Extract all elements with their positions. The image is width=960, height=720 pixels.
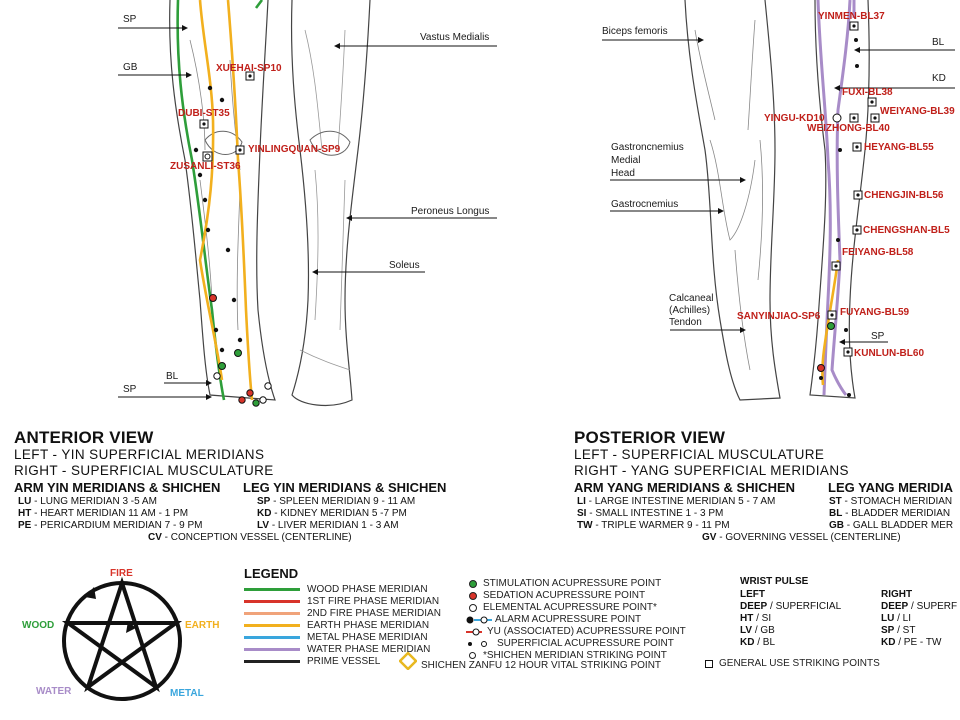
sp-bottom-label: SP — [123, 384, 137, 395]
wrist-right-row: KD / PE - TW — [881, 637, 942, 648]
bl-label: BL — [166, 371, 179, 382]
legend-line-label: 1ST FIRE PHASE MERIDIAN — [307, 596, 440, 607]
legend-line-swatch — [244, 648, 300, 651]
legend-line-swatch — [244, 624, 300, 627]
wrist-left-row: KD / BL — [740, 637, 776, 648]
wrist-right-heading: RIGHT — [881, 589, 913, 600]
point-weiyang-bl39: WEIYANG-BL39 — [880, 106, 955, 117]
leg-yin-heading: LEG YIN MERIDIANS & SHICHEN — [243, 480, 447, 495]
point-heyang-bl55: HEYANG-BL55 — [864, 142, 934, 153]
legend-line-swatch — [244, 588, 300, 591]
calcaneal-label-2: (Achilles) — [669, 305, 711, 316]
leg-yin-item: KD - KIDNEY MERIDIAN 5 -7 PM — [257, 508, 407, 519]
anterior-title: ANTERIOR VIEW — [14, 428, 154, 447]
posterior-diagram — [570, 0, 960, 408]
arm-yang-item: TW - TRIPLE WARMER 9 - 11 PM — [577, 520, 730, 531]
point-yinlingquan-sp9: YINLINGQUAN-SP9 — [248, 144, 341, 155]
wrist-left-row: LV / GB — [740, 625, 775, 636]
point-yinmen-bl37: YINMEN-BL37 — [818, 11, 885, 22]
posterior-title: POSTERIOR VIEW — [574, 428, 726, 447]
leg-yang-item: GB - GALL BLADDER MER — [829, 520, 954, 531]
legend-line-label: METAL PHASE MERIDIAN — [307, 632, 428, 643]
legend-line-swatch — [244, 636, 300, 639]
point-dubi-st35: DUBI-ST35 — [178, 108, 230, 119]
leg-yang-item: BL - BLADDER MERIDIAN — [829, 508, 951, 519]
arm-yang-heading: ARM YANG MERIDIANS & SHICHEN — [574, 480, 796, 495]
legend-line-label: 2ND FIRE PHASE MERIDIAN — [307, 608, 441, 619]
wrist-right-row: LU / LI — [881, 613, 912, 624]
point-chengshan-bl57: CHENGSHAN-BL5 — [863, 225, 950, 236]
posterior-sub1: LEFT - SUPERFICIAL MUSCULATURE — [574, 447, 825, 462]
legend-line-swatch — [244, 600, 300, 603]
leg-yin-item: SP - SPLEEN MERIDIAN 9 - 11 AM — [257, 496, 416, 507]
leg-yang-item: ST - STOMACH MERIDIAN — [829, 496, 953, 507]
arm-yin-item: PE - PERICARDIUM MERIDIAN 7 - 9 PM — [18, 520, 203, 531]
legend-line-swatch — [244, 612, 300, 615]
stimulation-point-icon — [469, 580, 477, 588]
posterior-sub2: RIGHT - YANG SUPERFICIAL MERIDIANS — [574, 463, 849, 478]
peroneus-longus-label: Peroneus Longus — [411, 206, 490, 217]
biceps-femoris-label: Biceps femoris — [602, 26, 668, 37]
kd-label: KD — [932, 73, 946, 84]
point-zusanli-st36: ZUSANLI-ST36 — [170, 161, 241, 172]
element-fire-label: FIRE — [110, 568, 133, 579]
anterior-diagram — [0, 0, 520, 408]
point-fuxi-bl38: FUXI-BL38 — [842, 87, 893, 98]
arm-yin-heading: ARM YIN MERIDIANS & SHICHEN — [14, 480, 221, 495]
elemental-point-icon — [469, 604, 477, 612]
legend-line-label: WATER PHASE MERIDIAN — [307, 644, 431, 655]
anterior-leg-drawing — [0, 0, 520, 408]
vastus-medialis-label: Vastus Medialis — [420, 32, 490, 43]
legend-point-label: SHICHEN ZANFU 12 HOUR VITAL STRIKING POINT — [421, 660, 662, 671]
bl-label: BL — [932, 37, 945, 48]
shichen-zanfu-point-icon — [399, 652, 417, 670]
wrist-left-depth: DEEP / SUPERFICIAL — [740, 601, 842, 612]
arm-yang-item: SI - SMALL INTESTINE 1 - 3 PM — [577, 508, 724, 519]
shichen-meridian-point-icon — [469, 652, 476, 659]
point-xuehai-sp10: XUEHAI-SP10 — [216, 63, 282, 74]
arm-yang-item: LI - LARGE INTESTINE MERIDIAN 5 - 7 AM — [577, 496, 776, 507]
arm-yin-item: LU - LUNG MERIDIAN 3 -5 AM — [18, 496, 157, 507]
general-use-label: GENERAL USE STRIKING POINTS — [719, 658, 880, 669]
wrist-right-row: SP / ST — [881, 625, 916, 636]
anterior-sub2: RIGHT - SUPERFICIAL MUSCULATURE — [14, 463, 274, 478]
legend-point-label: ALARM ACUPRESSURE POINT — [495, 614, 642, 625]
sp-label: SP — [123, 14, 137, 25]
point-feiyang-bl58: FEIYANG-BL58 — [842, 247, 914, 258]
gastrocnemius-medial-label-1: Gastroncnemius — [611, 142, 684, 153]
point-weizhong-bl40: WEIZHONG-BL40 — [807, 123, 890, 134]
legend-point-label: YU (ASSOCIATED) ACUPRESSURE POINT — [487, 626, 686, 637]
element-earth-label: EARTH — [185, 620, 220, 631]
legend-point-label: SEDATION ACUPRESSURE POINT — [483, 590, 646, 601]
element-water-label: WATER — [36, 686, 72, 697]
point-fuyang-bl59: FUYANG-BL59 — [840, 307, 910, 318]
wrist-pulse-title: WRIST PULSE — [740, 576, 809, 587]
gb-label: GB — [123, 62, 138, 73]
legend-line-label: EARTH PHASE MERIDIAN — [307, 620, 430, 631]
legend-point-label: STIMULATION ACUPRESSURE POINT — [483, 578, 662, 589]
legend-title: LEGEND — [244, 566, 299, 581]
superficial-point-icon — [466, 639, 492, 649]
legend-line-label: PRIME VESSEL — [307, 656, 381, 667]
legend-line-label: WOOD PHASE MERIDIAN — [307, 584, 428, 595]
point-yingu-kd10: YINGU-KD10 — [764, 113, 825, 124]
wrist-left-row: HT / SI — [740, 613, 772, 624]
point-kunlun-bl60: KUNLUN-BL60 — [854, 348, 924, 359]
governing-vessel: GV - GOVERNING VESSEL (CENTERLINE) — [702, 532, 901, 543]
point-sanyinjiao-sp6: SANYINJIAO-SP6 — [737, 311, 821, 322]
calcaneal-label-3: Tendon — [669, 317, 702, 328]
soleus-label: Soleus — [389, 260, 420, 271]
sp-label: SP — [871, 331, 885, 342]
wrist-left-heading: LEFT — [740, 589, 765, 600]
anterior-sub1: LEFT - YIN SUPERFICIAL MERIDIANS — [14, 447, 265, 462]
point-chengjin-bl56: CHENGJIN-BL56 — [864, 190, 944, 201]
wrist-right-depth: DEEP / SUPERF — [881, 601, 958, 612]
element-wood-label: WOOD — [22, 620, 55, 631]
arm-yin-item: HT - HEART MERIDIAN 11 AM - 1 PM — [18, 508, 189, 519]
alarm-point-icon — [466, 615, 496, 625]
leg-yin-item: LV - LIVER MERIDIAN 1 - 3 AM — [257, 520, 399, 531]
general-striking-point-icon — [705, 660, 713, 668]
sedation-point-icon — [469, 592, 477, 600]
legend-point-label: *SHICHEN MERIDIAN STRIKING POINT — [483, 650, 667, 661]
element-metal-label: METAL — [170, 688, 204, 699]
calcaneal-label-1: Calcaneal — [669, 293, 714, 304]
conception-vessel: CV - CONCEPTION VESSEL (CENTERLINE) — [148, 532, 352, 543]
leg-yang-heading: LEG YANG MERIDIA — [828, 480, 953, 495]
legend-line-swatch — [244, 660, 300, 663]
gastrocnemius-medial-label-3: Head — [611, 168, 635, 179]
gastrocnemius-medial-label-2: Medial — [611, 155, 641, 166]
legend-point-label: SUPERFICIAL ACUPRESSURE POINT — [497, 638, 674, 649]
gastrocnemius-label: Gastrocnemius — [611, 199, 679, 210]
legend-point-label: ELEMENTAL ACUPRESSURE POINT* — [483, 602, 657, 613]
